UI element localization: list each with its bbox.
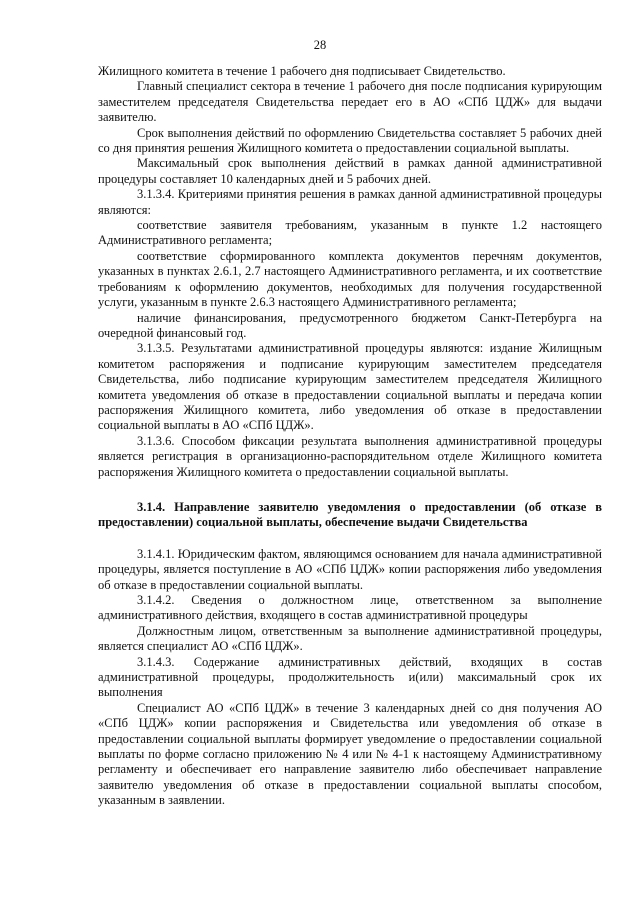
paragraph: 3.1.3.6. Способом фиксации результата выполнения административной процедуры является регистрация в организационно-распорядительном отделе Жилищного комитета распоряжения Жилищного комитета о предоставлении социальной выплаты.	[98, 433, 602, 479]
paragraph: Срок выполнения действий по оформлению Свидетельства составляет 5 рабочих дней со дня принятия решения Жилищного комитета о предоставлении социальной выплаты.	[98, 125, 602, 156]
page-number: 28	[313, 38, 327, 52]
paragraph: 3.1.4.3. Содержание административных действий, входящих в состав административной процедуры, продолжительность и(или) максимальный срок их выполнения	[98, 654, 602, 700]
document-body	[98, 64, 602, 809]
paragraph: соответствие заявителя требованиям, указанным в пункте 1.2 настоящего Административного регламента;	[98, 218, 602, 248]
paragraph: наличие финансирования, предусмотренного бюджетом Санкт-Петербурга на очередной финансовый год.	[98, 310, 602, 340]
paragraph: 3.1.4.1. Юридическим фактом, являющимся основанием для начала административной процедуры, является поступление в АО «СПб ЦДЖ» копии распоряжения либо уведомления об отказе в предоставлении социальной выплаты.	[98, 546, 602, 592]
section-heading: 3.1.4. Направление заявителю уведомления о предоставлении (об отказе в предоставлении) социальной выплаты, обеспечение выдачи Свидетельства	[98, 499, 602, 530]
paragraph: 3.1.4.2. Сведения о должностном лице, ответственном за выполнение административного действия, входящего в состав административной процедуры	[98, 593, 602, 623]
paragraph: Специалист АО «СПб ЦДЖ» в течение 3 календарных дней со дня получения АО «СПб ЦДЖ» копии распоряжения и Свидетельства или уведомления об отказе в предоставлении социальной выплаты формирует уведомление о предоставлении социальной выплаты по форме согласно приложению № 4 или № 4-1 к настоящему Административному регламенту и обеспечивает его направление заявителю либо обеспечивает направление заявителю уведомления об отказе в предоставлении социальной выплаты способом, указанным в заявлении.	[98, 700, 602, 808]
paragraph: Главный специалист сектора в течение 1 рабочего дня после подписания курирующим заместителем председателя Свидетельства передает его в АО «СПб ЦДЖ» для выдачи заявителю.	[98, 79, 602, 125]
paragraph: Должностным лицом, ответственным за выполнение административной процедуры, является специалист АО «СПб ЦДЖ».	[98, 623, 602, 654]
paragraph: 3.1.3.5. Результатами административной процедуры являются: издание Жилищным комитетом распоряжения и подписание курирующим заместителем председателя Свидетельства, либо подписание курирующим заместителем председателя Жилищного комитета уведомления об отказе в предоставлении социальной выплаты и передача копии распоряжения Жилищного комитета, либо уведомления об отказе в предоставлении социальной выплаты в АО «СПб ЦДЖ».	[98, 341, 602, 433]
paragraph: Жилищного комитета в течение 1 рабочего дня подписывает Свидетельство.	[98, 64, 506, 78]
paragraph: Максимальный срок выполнения действий в рамках данной административной процедуры составляет 10 календарных дней и 5 рабочих дней.	[98, 156, 602, 186]
paragraph: 3.1.3.4. Критериями принятия решения в рамках данной административной процедуры являются:	[98, 187, 602, 217]
paragraph: соответствие сформированного комплекта документов перечням документов, указанных в пунктах 2.6.1, 2.7 настоящего Административного регламента, и их соответствие требованиям к оформлению документов, необходимых для получения государственной услуги, указанным в пункте 2.6.3 настоящего Административного регламента;	[98, 248, 602, 310]
